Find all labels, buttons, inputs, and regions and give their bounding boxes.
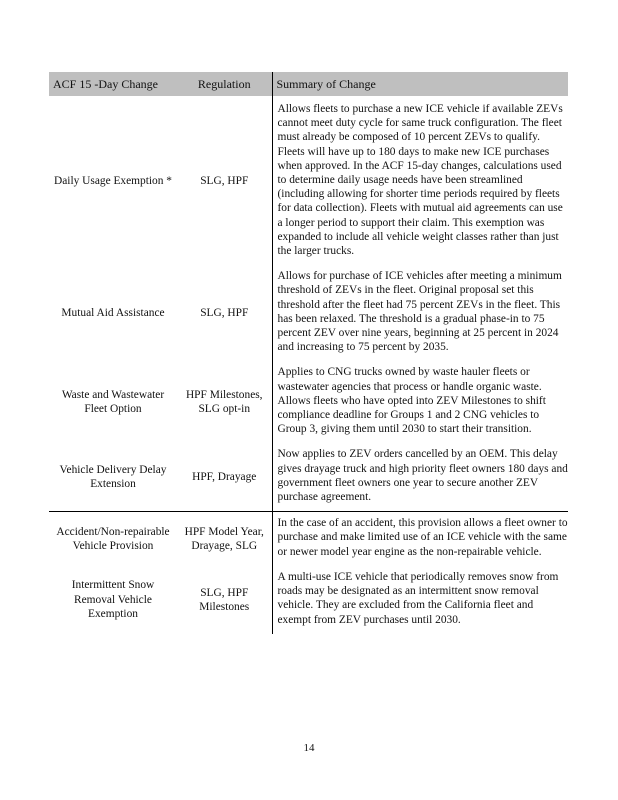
table-row bbox=[49, 512, 568, 566]
table-row bbox=[49, 96, 568, 265]
header-regulation: Regulation bbox=[177, 72, 272, 96]
summary-cell: In the case of an accident, this provision allows a fleet owner to purchase and make limited use of an ICE vehicle with the same or newer model year engine as the non-repairable vehicle. bbox=[272, 512, 568, 566]
summary-cell: Applies to CNG trucks owned by waste hauler fleets or wastewater agencies that process or handle organic waste. Allows fleets who have opted into ZEV Milestones to shift compliance deadline for Groups 1 and 2 CNG vehicles to Group 3, giving them until 2030 to start their transition. bbox=[272, 361, 568, 443]
summary-cell: Allows fleets to purchase a new ICE vehicle if available ZEVs cannot meet duty cycle for same truck configuration. The fleet must already be composed of 10 percent ZEVs to qualify. Fleets will have up to 180 days to make new ICE purchases when approved. In the ACF 15-day changes, calculations used to determine daily usage needs have been streamlined (including allowing for shorter time periods required by fleets for data collection). Fleets with mutual aid agreements can use a longer period to support their claim. This exemption was expanded to include all vehicle weight classes rather than just the larger trucks. bbox=[272, 96, 568, 265]
table-row bbox=[49, 443, 568, 511]
regulation-cell: HPF, Drayage bbox=[192, 471, 257, 484]
change-name: Accident/Non-repairable Vehicle Provision bbox=[49, 512, 177, 566]
acf-changes-table bbox=[49, 72, 568, 634]
page-number: 14 bbox=[303, 742, 315, 754]
table-row bbox=[49, 566, 568, 634]
regulation-cell: SLG, HPF Milestones bbox=[199, 586, 250, 613]
summary-cell: Now applies to ZEV orders cancelled by an OEM. This delay gives drayage truck and high priority fleet owners 180 days and government fleet owners one year to secure another ZEV purchase agreement. bbox=[272, 443, 568, 511]
change-name: Waste and Wastewater Fleet Option bbox=[61, 389, 165, 416]
change-name: Daily Usage Exemption * bbox=[54, 174, 172, 187]
summary-cell: Allows for purchase of ICE vehicles after meeting a minimum threshold of ZEVs in the fleet. Original proposal set this threshold after the fleet had 75 percent ZEVs in the fleet. This has been relaxed. The threshold is a gradual phase-in to 75 percent ZEV over nine years, beginning at 25 percent in 2024 and increasing to 75 percent by 2035. bbox=[272, 265, 568, 361]
regulation-cell: SLG, HPF bbox=[200, 174, 249, 187]
table-header-row bbox=[49, 72, 568, 96]
change-name: Mutual Aid Assistance bbox=[61, 307, 165, 320]
header-summary: Summary of Change bbox=[272, 72, 568, 96]
change-name: Intermittent Snow Removal Vehicle Exemption bbox=[71, 579, 155, 620]
regulation-cell: HPF Model Year, Drayage, SLG bbox=[177, 512, 272, 566]
table-row bbox=[49, 265, 568, 361]
change-name: Vehicle Delivery Delay Extension bbox=[59, 464, 167, 491]
header-change: ACF 15 -Day Change bbox=[49, 72, 177, 96]
summary-cell: A multi-use ICE vehicle that periodically removes snow from roads may be designated as an intermittent snow removal vehicle. They are excluded from the California fleet and exempt from ZEV purchases until 2030. bbox=[272, 566, 568, 634]
table-row bbox=[49, 361, 568, 443]
regulation-cell: SLG, HPF bbox=[200, 307, 249, 320]
regulation-cell: HPF Milestones, SLG opt-in bbox=[185, 389, 263, 416]
